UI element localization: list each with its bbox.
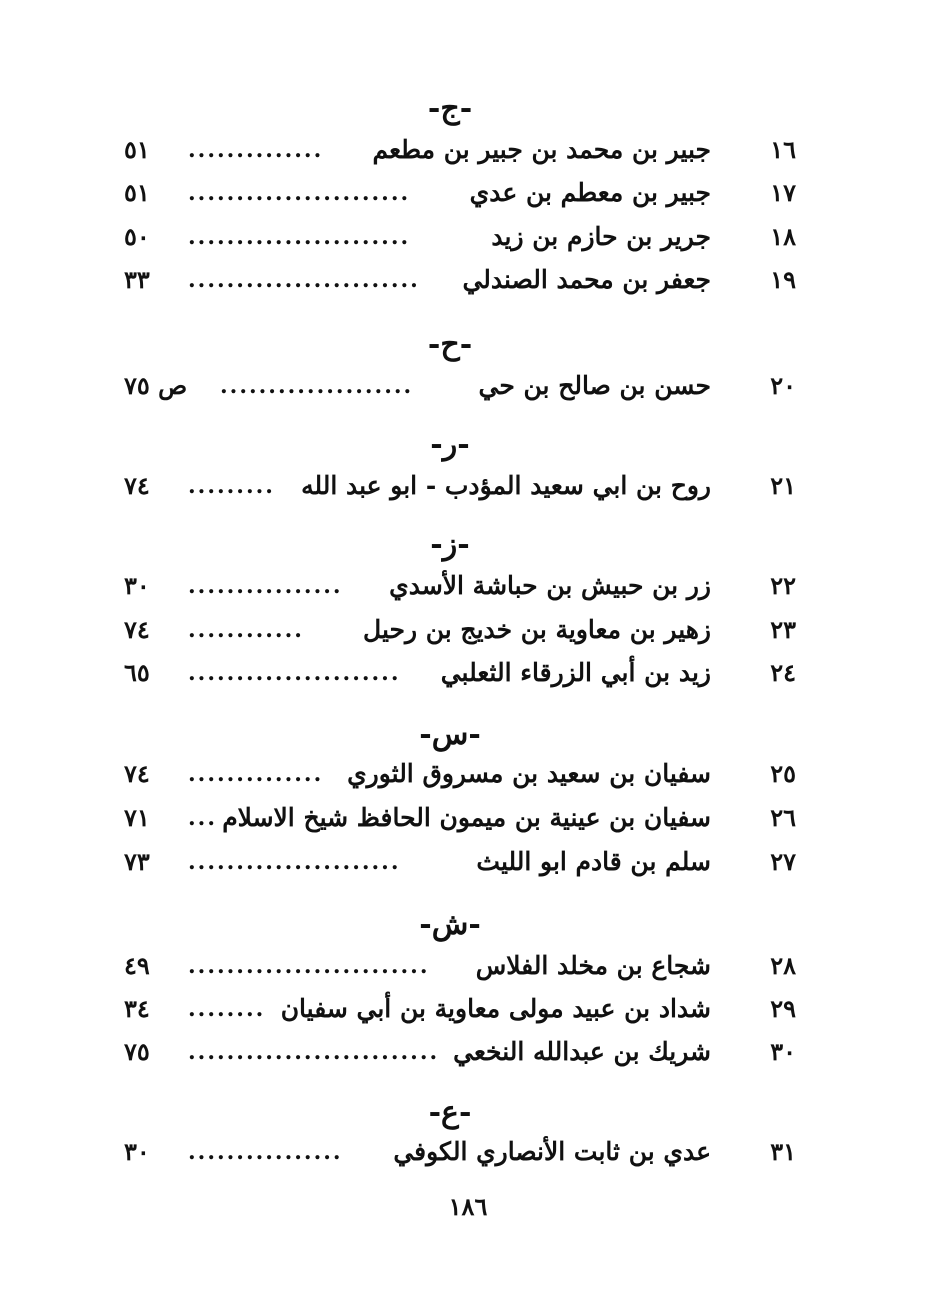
entry-name: روح بن ابي سعيد المؤدب - ابو عبد الله xyxy=(301,471,711,500)
leader-dots: .......................... xyxy=(188,1039,440,1065)
leader-dots: .............. xyxy=(188,137,324,163)
index-entry xyxy=(0,1032,936,1072)
index-entry xyxy=(0,260,936,300)
leader-dots: ....................... xyxy=(188,224,411,250)
entry-page: ٣٣ xyxy=(124,265,150,294)
section-letter: -س- xyxy=(419,717,481,752)
index-entry xyxy=(0,754,936,794)
entry-number: ٢١ xyxy=(770,471,796,500)
entry-page: ٤٩ xyxy=(124,951,150,980)
entry-number: ٢٣ xyxy=(770,615,796,644)
entry-number: ٢٠ xyxy=(770,371,796,400)
entry-number: ١٨ xyxy=(770,222,796,251)
index-entry xyxy=(0,366,936,406)
entry-name: حسن بن صالح بن حي xyxy=(478,371,711,400)
entry-page: ٧٤ xyxy=(124,759,150,788)
entry-number: ٢٩ xyxy=(770,994,796,1023)
index-entry xyxy=(0,946,936,986)
entry-name: جبير بن معطم بن عدي xyxy=(469,178,711,207)
leader-dots: ................ xyxy=(188,573,343,599)
index-entry xyxy=(0,173,936,213)
entry-number: ٣٠ xyxy=(770,1037,796,1066)
entry-number: ٢٥ xyxy=(770,759,796,788)
leader-dots: ........ xyxy=(188,996,266,1022)
leader-dots: ... xyxy=(188,805,217,831)
entry-page: ص ٧٥ xyxy=(124,371,188,400)
leader-dots: ...................... xyxy=(188,849,401,875)
leader-dots: ................ xyxy=(188,1139,343,1165)
index-entry xyxy=(0,466,936,506)
index-entry xyxy=(0,653,936,693)
entry-page: ٦٥ xyxy=(124,658,150,687)
entry-page: ٣٠ xyxy=(124,571,150,600)
entry-number: ٢٦ xyxy=(770,803,796,832)
entry-page: ٧١ xyxy=(124,803,150,832)
section-letter: -ر- xyxy=(430,427,470,462)
index-entry xyxy=(0,566,936,606)
entry-name: زيد بن أبي الزرقاء الثعلبي xyxy=(440,658,711,687)
entry-name: زر بن حبيش بن حباشة الأسدي xyxy=(389,571,711,600)
entry-name: جعفر بن محمد الصندلي xyxy=(462,265,711,294)
entry-number: ٣١ xyxy=(770,1137,796,1166)
entry-name: سفيان بن سعيد بن مسروق الثوري xyxy=(347,759,711,788)
leader-dots: ......... xyxy=(188,473,275,499)
section-letter: -ش- xyxy=(419,907,481,942)
section-letter: -ع- xyxy=(428,1095,472,1130)
section-letter: -ح- xyxy=(427,327,473,362)
leader-dots: ............ xyxy=(188,617,304,643)
page-number: ١٨٦ xyxy=(448,1192,488,1221)
entry-page: ٣٤ xyxy=(124,994,150,1023)
entry-page: ٧٥ xyxy=(124,1037,150,1066)
entry-name: شريك بن عبدالله النخعي xyxy=(453,1037,711,1066)
leader-dots: ....................... xyxy=(188,180,411,206)
entry-name: شجاع بن مخلد الفلاس xyxy=(475,951,711,980)
index-entry xyxy=(0,217,936,257)
entry-name: شداد بن عبيد مولى معاوية بن أبي سفيان xyxy=(280,994,711,1023)
leader-dots: ...................... xyxy=(188,660,401,686)
entry-page: ٣٠ xyxy=(124,1137,150,1166)
entry-name: سفيان بن عينية بن ميمون الحافظ شيخ الاسلام xyxy=(222,803,711,832)
leader-dots: ........................ xyxy=(188,267,420,293)
index-entry xyxy=(0,842,936,882)
entry-number: ١٩ xyxy=(770,265,796,294)
entry-page: ٥١ xyxy=(124,135,150,164)
index-entry xyxy=(0,798,936,838)
index-entry xyxy=(0,130,936,170)
entry-name: جبير بن محمد بن جبير بن مطعم xyxy=(372,135,711,164)
entry-name: جرير بن حازم بن زيد xyxy=(491,222,711,251)
entry-name: سلم بن قادم ابو الليث xyxy=(476,847,711,876)
leader-dots: ......................... xyxy=(188,953,430,979)
leader-dots: .............. xyxy=(188,761,324,787)
entry-page: ٥١ xyxy=(124,178,150,207)
entry-page: ٧٤ xyxy=(124,471,150,500)
entry-page: ٥٠ xyxy=(124,222,150,251)
entry-page: ٧٣ xyxy=(124,847,150,876)
entry-page: ٧٤ xyxy=(124,615,150,644)
entry-number: ٢٧ xyxy=(770,847,796,876)
entry-name: زهير بن معاوية بن خديج بن رحيل xyxy=(363,615,711,644)
entry-name: عدي بن ثابت الأنصاري الكوفي xyxy=(393,1137,711,1166)
entry-number: ٢٢ xyxy=(770,571,796,600)
index-entry xyxy=(0,989,936,1029)
entry-number: ٢٤ xyxy=(770,658,796,687)
entry-number: ١٧ xyxy=(770,178,796,207)
index-entry xyxy=(0,610,936,650)
entry-number: ٢٨ xyxy=(770,951,796,980)
leader-dots: .................... xyxy=(220,373,414,399)
section-letter: -ج- xyxy=(427,91,473,126)
index-entry xyxy=(0,1132,936,1172)
entry-number: ١٦ xyxy=(770,135,796,164)
section-letter: -ز- xyxy=(430,527,470,562)
